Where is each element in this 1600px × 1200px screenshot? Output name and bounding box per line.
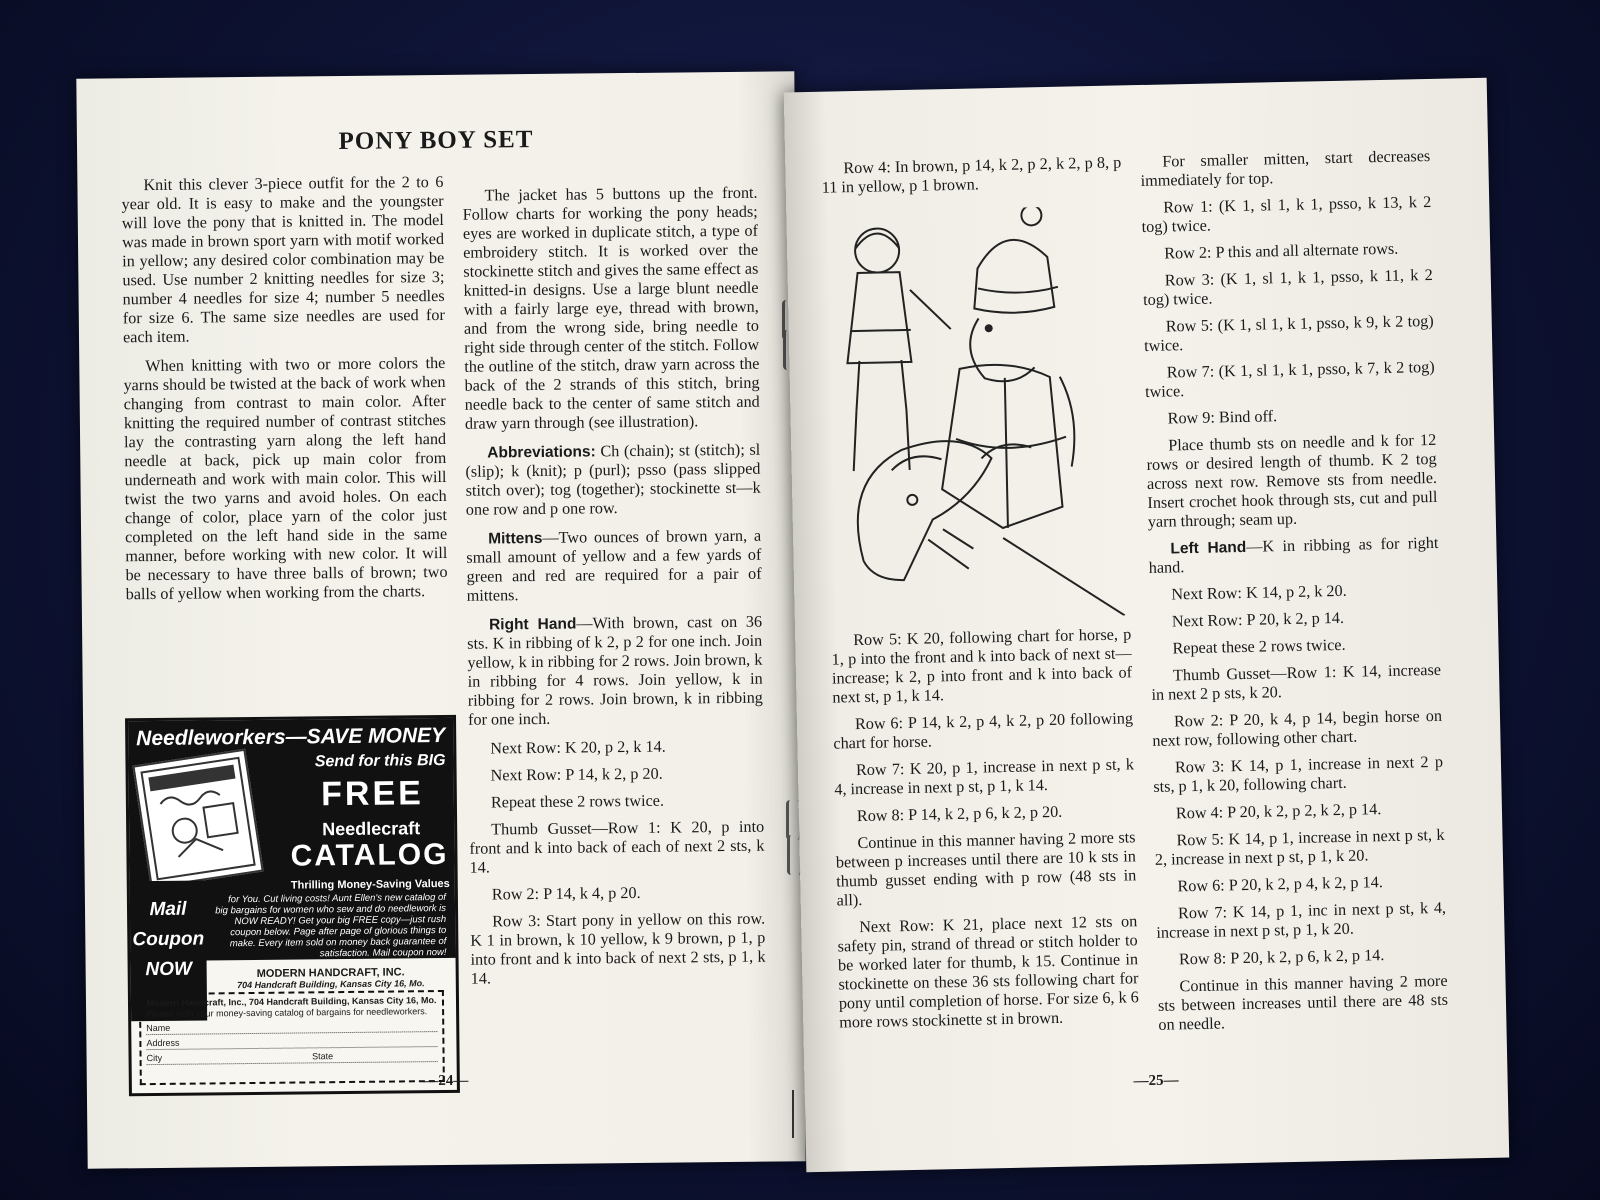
right-row4 [821,153,1122,207]
instruction-row: Row 3: Start pony in yellow on this row. K 1 in brown, k 10 yellow, k 9 brown, p 1, p into front and k into back of next 2 sts, p 1, k 14. [470,909,766,988]
left-hand-paragraph [1148,534,1439,578]
ad-headline: Needleworkers—SAVE MONEY [136,723,446,751]
ad-catalog-text: CATALOG [290,837,449,873]
instruction-row: Row 2: P 20, k 4, p 14, begin horse on next row, following other chart. [1152,706,1443,750]
abbreviations-label: Abbreviations: [487,443,596,462]
left-column-2 [462,184,765,997]
instruction-row: Row 7: K 14, p 1, inc in next p st, k 4, increase in next p st, p 1, k 20. [1156,898,1447,942]
instruction-row: Next Row: K 21, place next 12 sts on safety pin, strand of thread or stitch holder to be worked later for thumb, k 15. Continue in stockinette on these 36 sts following chart for pony until completion of horse. For size 6, k 6 more rows stockinette st in brown. [837,912,1139,1032]
instruction-row: Continue in this manner having 2 more sts between p increases until there are 10 k sts in thumb gusset ending with p row (48 sts in all). [835,828,1137,910]
coupon-address-label: Address [146,1037,180,1049]
instruction-row: Continue in this manner having 2 more sts between increases until there are 48 sts on needle. [1157,971,1449,1034]
instruction-row: Row 9: Bind off. [1167,407,1278,428]
ad-send-text: Send for this BIG [314,751,446,771]
instruction-row: Row 6: P 20, k 2, p 4, k 2, p 14. [1177,873,1383,896]
instruction-row: Thumb Gusset—Row 1: K 20, p into front and k into back of each of next 2 sts, k 14. [469,817,765,877]
color-knitting-paragraph: When knitting with two or more colors the yarns should be twisted at the back of work when changing from contrast to main color. After knitting the required number of contrast stitches lay the contrasting yarn along the left hand needle at back, pick up main color from underneath and work with main color. This will twist the two yarns and avoid holes. On each change of color, place yarn of the color just completed on the left hand side in the same manner, before working with new color. It will be necessary to have three balls of brown; two balls of yellow when working from the charts. [123,353,448,604]
mittens-paragraph [466,527,762,606]
jacket-paragraph: The jacket has 5 buttons up the front. Follow charts for working the pony heads; eyes are worked in duplicate stitch, a type of embroidery stitch. It is worked over the stockinette stitch and gives the same effect as knitted-in designs. Use a large blunt needle with a fairly large eye, thread with brown, and from the wrong side, bring needle to right side through center of the stitch. Follow the outline of the stitch, draw yarn across the back of the 2 strands of this stitch, bring needle back to the center of same stitch and draw yarn through (see illustration). [462,183,760,433]
left-column-1 [121,173,448,614]
ad-free-text: FREE [320,774,425,814]
instruction-row: Row 3: (K 1, sl 1, k 1, psso, k 11, k 2 tog) twice. [1143,265,1433,309]
coupon-name-field [146,1020,437,1035]
boy-illustration-drawing [826,205,1165,622]
instruction-row: Next Row: P 14, k 2, p 20. [490,764,663,785]
right-column-2 [1140,147,1449,1043]
right-hand-text: —With brown, cast on 36 sts. K in ribbing of k 2, p 2 for one inch. Join yellow, k in ribbing for 2 rows. Join brown, k in ribbing for 4 rows. Join yellow, k in ribbing for 2 rows. Join brown, k in ribbing for one inch. [467,612,763,729]
left-hand-label: Left Hand [1170,538,1247,558]
instruction-row: For smaller mitten, start decreases immediately for top. [1140,146,1431,191]
instruction-row: Row 5: K 14, p 1, increase in next p st, k 2, increase in next p st, p 1, k 20. [1154,825,1445,869]
page-number-right: —25— [1133,1072,1179,1090]
left-page [76,71,805,1168]
instruction-row: Row 3: K 14, p 1, increase in next 2 p sts, p 1, k 20, following chart. [1153,752,1444,796]
ad-needlecraft-text: Needlecraft [322,818,421,840]
right-hand-paragraph [467,613,763,730]
boy-on-hobby-horse-illustration [826,205,1165,622]
ad-mail-coupon-badge: Mail Coupon NOW [130,880,207,1021]
right-hand-label: Right Hand [488,615,577,634]
instruction-row: Thumb Gusset—Row 1: K 14, increase in next 2 p sts, k 20. [1151,660,1442,704]
instruction-row: Row 4: P 20, k 2, p 2, k 2, p 14. [1175,800,1382,823]
instruction-row: Row 2: P this and all alternate rows. [1164,239,1399,263]
ad-body-text: for You. Cut living costs! Aunt Ellen's new catalog of big bargains for women who sew and do needlework is NOW READY! Get your big FREE copy—just rush coupon below. Page after page of glorious things to make. Every item sold on money back guarantee of satisfaction. Mail coupon now! [215,891,447,960]
mittens-text: —Two ounces of brown yarn, a small amount of yellow and a few yards of green and red are required for a pair of mittens. [466,526,762,605]
catalog-advertisement [125,715,460,1096]
instruction-row: Next Row: K 14, p 2, k 20. [1171,581,1347,604]
ad-company-address: 704 Handcraft Building, Kansas City 16, Mo. [236,978,425,991]
instruction-row: Row 8: P 20, k 2, p 6, k 2, p 14. [1178,946,1385,969]
catalog-book-drawing [135,751,262,886]
ad-thrill-text: Thrilling Money-Saving Values [290,877,450,892]
instruction-row: Row 6: P 14, k 2, p 4, k 2, p 20 following chart for horse. [833,709,1134,753]
instruction-row: Row 8: P 14, k 2, p 6, k 2, p 20. [856,802,1063,826]
ad-company-name: MODERN HANDCRAFT, INC. [256,966,405,980]
mail-coupon [139,990,445,1085]
coupon-address-field [146,1035,437,1050]
page-title: PONY BOY SET [338,126,534,156]
catalog-book-illustration [132,749,263,889]
instruction-row: Row 4: In brown, p 14, k 2, p 2, k 2, p 8, p 11 in yellow, p 1 brown. [821,153,1122,197]
coupon-address: Modern Handcraft, Inc., 704 Handcraft Building, Kansas City 16, Mo. [146,995,437,1009]
instruction-row: Next Row: P 20, k 2, p 14. [1171,608,1345,631]
instruction-row: Place thumb sts on needle and k for 12 rows or desired length of thumb. K 2 tog across next row. Remove sts from needle. Insert crochet hook through sts, cut and pull yarn through; seam up. [1146,430,1438,531]
abbreviations-text: Ch (chain); st (stitch); sl (slip); k (knit); p (purl); psso (pass slipped stitch over); tog (together); stockinette st—k one row and p one row. [465,440,761,519]
mittens-label: Mittens [488,529,543,548]
instruction-row: Row 7: (K 1, sl 1, k 1, psso, k 7, k 2 tog) twice. [1144,357,1435,401]
coupon-city-label: City [146,1052,163,1064]
intro-paragraph: Knit this clever 3-piece outfit for the 2 to 6 year old. It is easy to make and the youngster will love the pony that is knitted in. The model was made in brown sport yarn with motif worked in yellow; any desired color combination may be used. Use number 2 knitting needles for size 3; number 4 needles for size 4; number 5 needles for size 6. The same size needles are used for each item. [121,172,445,347]
right-column-1 [831,625,1139,1040]
coupon-city-field [147,1050,438,1065]
instruction-row: Row 5: K 20, following chart for horse, p 1, p into the front and k into back of next st—increase; k 2, p into front and k into back of next st, p 1, k 14. [831,625,1133,707]
coupon-name-label: Name [146,1022,171,1034]
instruction-row: Row 1: (K 1, sl 1, k 1, psso, k 13, k 2 tog) twice. [1141,192,1432,237]
abbreviations-paragraph [465,441,761,520]
coupon-request: Please rush your money-saving catalog of bargains for needleworkers. [146,1006,428,1020]
instruction-row: Repeat these 2 rows twice. [490,791,665,812]
coupon-state-label: State [312,1051,334,1062]
instruction-row: Row 7: K 20, p 1, increase in next p st, k 4, increase in next p st, p 1, k 14. [834,755,1135,799]
instruction-row: Next Row: K 20, p 2, k 14. [490,737,666,758]
instruction-row: Row 2: P 14, k 4, p 20. [491,883,641,904]
right-page [784,78,1509,1172]
spine-mark [792,1090,794,1138]
instruction-row: Repeat these 2 rows twice. [1172,635,1346,658]
left-hand-text: —K in ribbing as for right hand. [1148,533,1439,577]
instruction-row: Row 5: (K 1, sl 1, k 1, psso, k 9, k 2 tog) twice. [1143,311,1434,355]
page-number-left: —24— [423,1072,469,1090]
